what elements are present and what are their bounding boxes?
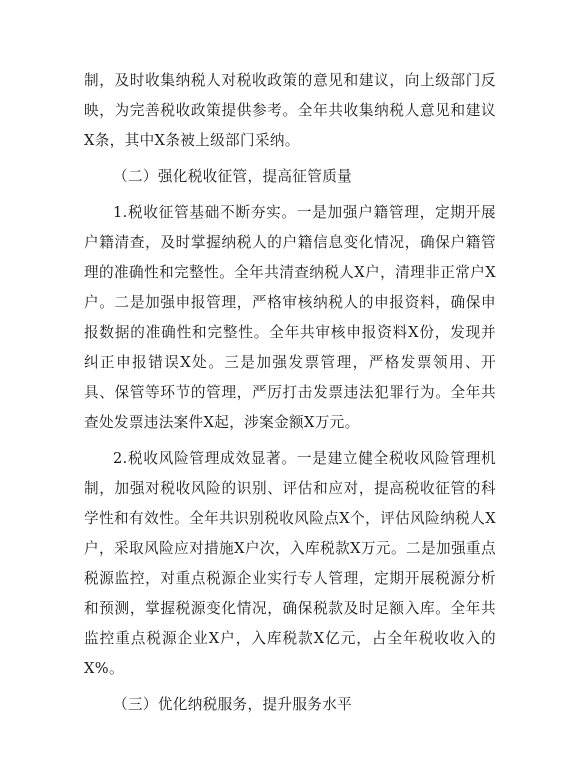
section-heading-tax-collection: （二）强化税收征管，提高征管质量 <box>113 168 353 185</box>
section-heading-taxpayer-service: （三）优化纳税服务，提升服务水平 <box>113 696 353 713</box>
paragraph-opinion-collection: 制，及时收集纳税人对税收政策的意见和建议，向上级部门反映，为完善税收政策提供参考。全年共收集纳税人意见和建议X条，其中X条被上级部门采纳。 <box>84 72 496 149</box>
document-body <box>84 66 496 726</box>
paragraph-risk-management: 2.税收风险管理成效显著。一是建立健全税收风险管理机制，加强对税收风险的识别、评估和应对，提高税收征管的科学性和有效性。全年共识别税收风险点X个，评估风险纳税人X户，采取风险应对措施X户次，入库税款X万元。二是加强重点税源监控，对重点税源企业实行专人管理，定期开展税源分析和预测，掌握税源变化情况，确保税款及时足额入库。全年共监控重点税源企业X户，入库税款X亿元，占全年税收收入的X%。 <box>84 450 496 677</box>
paragraph-collection-foundation: 1.税收征管基础不断夯实。一是加强户籍管理，定期开展户籍清查，及时掌握纳税人的户籍信息变化情况，确保户籍管理的准确性和完整性。全年共清查纳税人X户，清理非正常户X户。二是加强申报管理，严格审核纳税人的申报资料，确保申报数据的准确性和完整性。全年共审核申报资料X份，发现并纠正申报错误X处。三是加强发票管理，严格发票领用、开具、保管等环节的管理，严厉打击发票违法犯罪行为。全年共查处发票违法案件X起，涉案金额X万元。 <box>84 204 496 431</box>
